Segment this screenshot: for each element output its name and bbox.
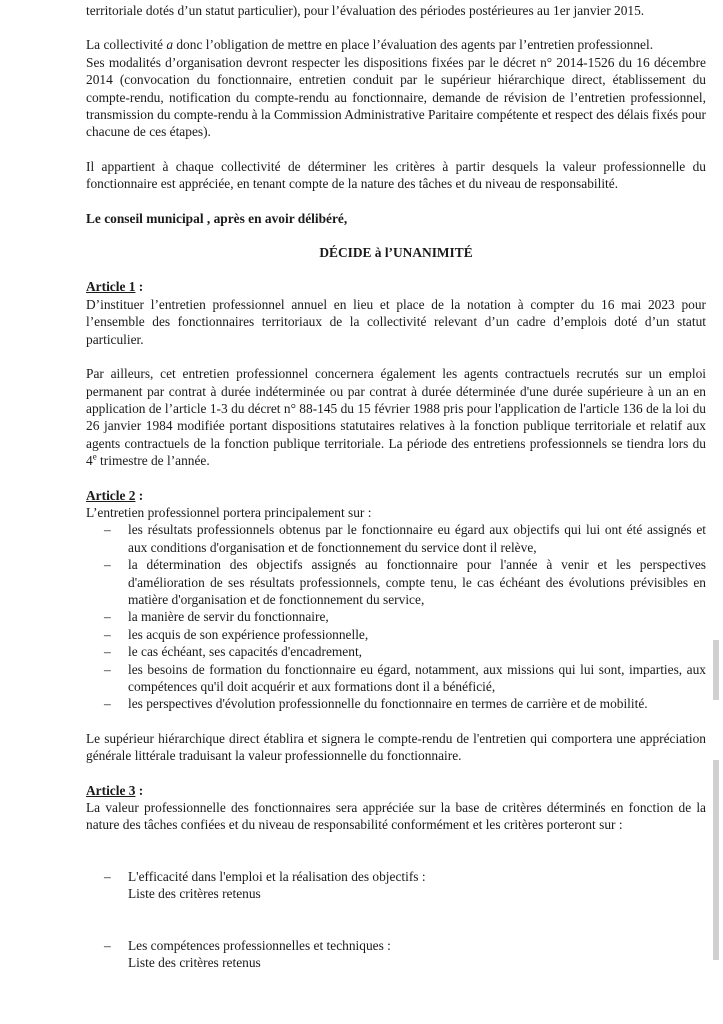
list-item: – les besoins de formation du fonctionnaire eu égard, notamment, aux missions qui lui sont, imparties, aux compétences qu'il doit acquérir et aux formations dont il a bénéficié, (86, 661, 706, 696)
criteria-label: Les compétences professionnelles et techniques : (128, 937, 391, 953)
criteria-item (86, 868, 706, 903)
criteria-sub: Liste des critères retenus (128, 886, 261, 902)
criteria-list (86, 937, 706, 972)
document-page (86, 0, 706, 971)
intro-paragraph-4: Il appartient à chaque collectivité de déterminer les critères à partir desquels la valeur professionnelle du fonctionnaire est appréciée, en tenant compte de la nature des tâches et du niveau de responsabilité. (86, 158, 706, 192)
criteria-sub: Liste des critères retenus (128, 955, 261, 971)
article-1-heading: Article 1 : (86, 279, 144, 295)
article-1-paragraph-2: Par ailleurs, cet entretien professionnel concernera également les agents contractuels recrutés sur un emploi permanent par contrat à durée indéterminée ou par contrat à durée déterminée d'une durée supérieure à un an en application de l’article 1-3 du décret n° 88-145 du 15 février 1988 pris pour l'application de l'article 136 de la loi du 26 janvier 1984 modifiée portant dispositions statutaires relatives à la fonction publique territoriale et relatif aux agents contractuels de la fonction publique territoriale. La période des entretiens professionnels se tiendra lors du 4e trimestre de l’année. (86, 366, 706, 469)
criteria-label: L'efficacité dans l'emploi et la réalisation des objectifs : (128, 868, 426, 884)
criteria-list (86, 868, 706, 903)
article-2-closing: Le supérieur hiérarchique direct établira et signera le compte-rendu de l'entretien qui comportera une appréciation générale littérale traduisant la valeur professionnelle du fonctionnaire. (86, 730, 706, 764)
intro-paragraph-3: Ses modalités d’organisation devront respecter les dispositions fixées par le décret n° 2014-1526 du 16 décembre 2014 (convocation du fonctionnaire, entretien conduit par le supérieur hiérarchique direct, établissement du compte-rendu, notification du compte-rendu au fonctionnaire, demande de révision de l’entretien professionnel, transmission du compte-rendu à la Commission Administrative Paritaire compétente et respect des délais fixés pour chacune de ces étapes). (86, 54, 706, 140)
intro-paragraph-1: territoriale dotés d’un statut particulier), pour l’évaluation des périodes postérieures au 1er janvier 2015. (86, 3, 645, 18)
article-1-paragraph-1: D’instituer l’entretien professionnel annuel en lieu et place de la notation à compter du 16 mai 2023 pour l’ensemble des fonctionnaires territoriaux de la collectivité relevant d’un cadre d’emplois doté d’un statut particulier. (86, 296, 706, 347)
list-item: – les résultats professionnels obtenus par le fonctionnaire eu égard aux objectifs qui lui ont été assignés et aux conditions d'organisation et de fonctionnement du service dont il relève, (86, 521, 706, 556)
list-item: – le cas échéant, ses capacités d'encadrement, (86, 643, 706, 660)
criteria-item (86, 937, 706, 972)
article-3-lead: La valeur professionnelle des fonctionnaires sera appréciée sur la base de critères déterminés en fonction de la nature des tâches confiées et du niveau de responsabilité conformément et les critères porteront sur : (86, 800, 706, 833)
scan-edge-mark (713, 760, 719, 960)
list-item: – les perspectives d'évolution professionnelle du fonctionnaire en termes de carrière et de mobilité. (86, 695, 706, 712)
council-statement: Le conseil municipal , après en avoir délibéré, (86, 210, 348, 226)
list-item: – les acquis de son expérience professionnelle, (86, 626, 706, 643)
article-2-list (86, 521, 706, 712)
intro-paragraph-2: La collectivité a donc l’obligation de mettre en place l’évaluation des agents par l’entretien professionnel. (86, 37, 654, 53)
scan-edge-mark (713, 640, 719, 700)
article-2-lead: L’entretien professionnel portera principalement sur : (86, 504, 372, 520)
decision-heading: DÉCIDE à l’UNANIMITÉ (319, 245, 473, 261)
list-item: – la détermination des objectifs assignés au fonctionnaire pour l'année à venir et les perspectives d'amélioration de ses résultats professionnels, compte tenu, le cas échéant des évolutions prévisibles en matière d'organisation et de fonctionnement du service, (86, 556, 706, 608)
article-2-heading: Article 2 : (86, 487, 144, 503)
article-3-heading: Article 3 : (86, 782, 144, 798)
list-item: – la manière de servir du fonctionnaire, (86, 608, 706, 625)
